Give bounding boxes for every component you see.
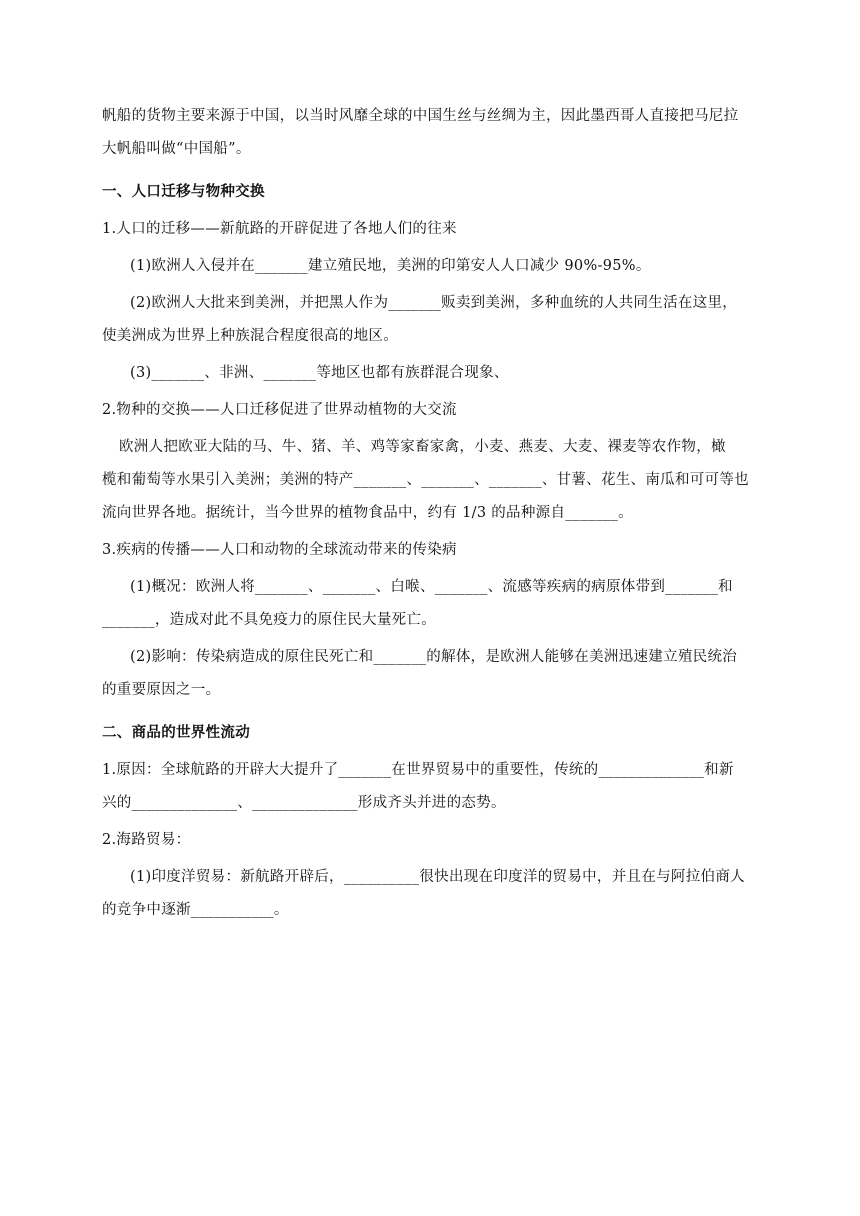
paragraph-line: 的竞争中逐渐___________。 — [102, 902, 289, 918]
section-heading-1: 一、人口迁移与物种交换 — [102, 184, 265, 200]
list-item: (3)_______、非洲、_______等地区也都有族群混合现象、 — [130, 365, 509, 381]
paragraph-line: 使美洲成为世界上种族混合程度很高的地区。 — [102, 328, 398, 344]
list-item: (2)欧洲人大批来到美洲，并把黑人作为_______贩卖到美洲，多种血统的人共同生活在这里， — [130, 295, 738, 311]
paragraph-line: _______，造成对此不具免疫力的原住民大量死亡。 — [102, 612, 437, 628]
paragraph-line: 兴的______________、______________形成齐头并进的态势。 — [102, 795, 506, 811]
document-page — [102, 100, 762, 927]
list-item: (1)概况：欧洲人将_______、_______、白喉、_______、流感等疾病的病原体带到_______和 — [130, 579, 733, 595]
subsection-heading: 1.人口的迁移——新航路的开辟促进了各地人们的往来 — [102, 221, 457, 237]
paragraph-line: 流向世界各地。据统计，当今世界的植物食品中，约有 1/3 的品种源自_______。 — [102, 505, 633, 521]
paragraph-line: 帆船的货物主要来源于中国，以当时风靡全球的中国生丝与丝绸为主，因此墨西哥人直接把马尼拉 — [102, 108, 739, 124]
subsection-heading: 3.疾病的传播——人口和动物的全球流动带来的传染病 — [102, 542, 457, 558]
subsection-heading: 2.物种的交换——人口迁移促进了世界动植物的大交流 — [102, 402, 457, 418]
subsection-heading: 2.海路贸易： — [102, 832, 191, 848]
list-item: (1)印度洋贸易：新航路开辟后，__________很快出现在印度洋的贸易中，并且在与阿拉伯商人 — [130, 869, 745, 885]
list-item: (2)影响：传染病造成的原住民死亡和_______的解体，是欧洲人能够在美洲迅速建立殖民统治 — [130, 649, 738, 665]
paragraph-line: 欧洲人把欧亚大陆的马、牛、猪、羊、鸡等家畜家禽，小麦、燕麦、大麦、裸麦等农作物，橄 — [119, 439, 726, 455]
paragraph-line: 1.原因：全球航路的开辟大大提升了_______在世界贸易中的重要性，传统的______________和新 — [102, 762, 734, 778]
paragraph-line: 榄和葡萄等水果引入美洲；美洲的特产_______、_______、_______、甘薯、花生、南瓜和可可等也 — [102, 472, 749, 488]
paragraph-line: 的重要原因之一。 — [102, 682, 221, 698]
section-heading-2: 二、商品的世界性流动 — [102, 725, 250, 741]
list-item: (1)欧洲人入侵并在_______建立殖民地，美洲的印第安人人口减少 90%-95%。 — [130, 258, 651, 274]
paragraph-line: 大帆船叫做“中国船”。 — [102, 141, 251, 157]
